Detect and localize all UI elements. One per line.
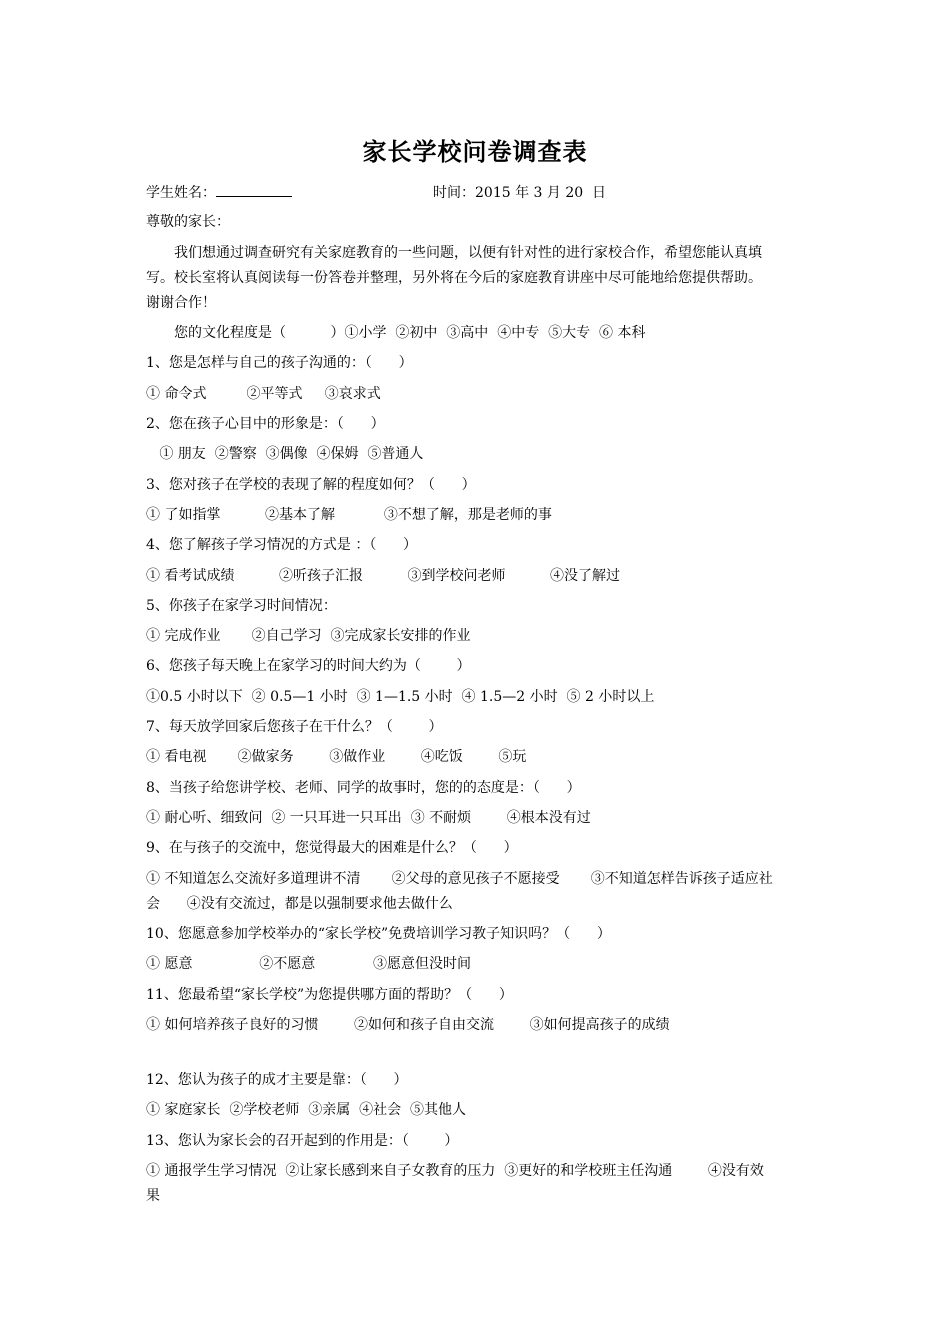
question-8-options: ① 耐心听、细致问 ② 一只耳进一只耳出 ③ 不耐烦 ④根本没有过 xyxy=(146,810,591,826)
question-9: 9、在与孩子的交流中，您觉得最大的困难是什么？（ ） xyxy=(146,840,518,856)
question-9-options-line-2: 会 ④没有交流过，都是以强制要求他去做什么 xyxy=(146,896,453,912)
question-7-options: ① 看电视 ②做家务 ③做作业 ④吃饭 ⑤玩 xyxy=(146,749,527,765)
question-8: 8、当孩子给您讲学校、老师、同学的故事时，您的的态度是：（ ） xyxy=(146,780,581,796)
question-1: 1、您是怎样与自己的孩子沟通的：（ ） xyxy=(146,355,413,371)
education-question: 您的文化程度是（ ）①小学 ②初中 ③高中 ④中专 ⑤大专 ⑥ 本科 xyxy=(174,325,646,341)
question-6-options: ①0.5 小时以下 ② 0.5—1 小时 ③ 1—1.5 小时 ④ 1.5—2 小时 ⑤ 2 小时以上 xyxy=(146,689,655,705)
question-10: 10、您愿意参加学校举办的“家长学校”免费培训学习教子知识吗？（ ） xyxy=(146,926,611,942)
question-4-options: ① 看考试成绩 ②听孩子汇报 ③到学校问老师 ④没了解过 xyxy=(146,568,620,584)
intro-line-2: 写。校长室将认真阅读每一份答卷并整理，另外将在今后的家庭教育讲座中尽可能地给您提供帮助。 xyxy=(146,270,762,286)
date-label: 时间：2015 年 3 月 20 日 xyxy=(433,185,607,201)
question-13: 13、您认为家长会的召开起到的作用是：（ ） xyxy=(146,1133,459,1149)
intro-line-3: 谢谢合作！ xyxy=(146,295,216,311)
question-9-options-line-1: ① 不知道怎么交流好多道理讲不清 ②父母的意见孩子不愿接受 ③不知道怎样告诉孩子适应社 xyxy=(146,871,773,887)
question-11-options: ① 如何培养孩子良好的习惯 ②如何和孩子自由交流 ③如何提高孩子的成绩 xyxy=(146,1017,670,1033)
student-name-blank[interactable] xyxy=(216,182,292,197)
question-7: 7、每天放学回家后您孩子在干什么？（ ） xyxy=(146,719,443,735)
question-13-options-line-1: ① 通报学生学习情况 ②让家长感到来自子女教育的压力 ③更好的和学校班主任沟通 ④没有效 xyxy=(146,1163,764,1179)
question-3-options: ① 了如指掌 ②基本了解 ③不想了解，那是老师的事 xyxy=(146,507,552,523)
question-11: 11、您最希望“家长学校”为您提供哪方面的帮助？（ ） xyxy=(146,987,513,1003)
question-4: 4、您了解孩子学习情况的方式是 ：（ ） xyxy=(146,537,418,553)
question-2: 2、您在孩子心目中的形象是：（ ） xyxy=(146,416,385,432)
intro-line-1: 我们想通过调查研究有关家庭教育的一些问题，以便有针对性的进行家校合作，希望您能认真填 xyxy=(174,245,762,261)
greeting: 尊敬的家长： xyxy=(146,214,230,230)
question-6: 6、您孩子每天晚上在家学习的时间大约为（ ） xyxy=(146,658,471,674)
page-title: 家长学校问卷调查表 xyxy=(362,138,588,166)
question-13-options-line-2: 果 xyxy=(146,1188,160,1204)
question-1-options: ① 命令式 ②平等式 ③哀求式 xyxy=(146,386,381,402)
question-2-options: ① 朋友 ②警察 ③偶像 ④保姆 ⑤普通人 xyxy=(146,446,424,462)
question-5: 5、你孩子在家学习时间情况： xyxy=(146,598,337,614)
question-12: 12、您认为孩子的成才主要是靠：（ ） xyxy=(146,1072,408,1088)
student-name-label: 学生姓名： xyxy=(146,185,216,201)
question-10-options: ① 愿意 ②不愿意 ③愿意但没时间 xyxy=(146,956,472,972)
question-3: 3、您对孩子在学校的表现了解的程度如何？（ ） xyxy=(146,477,476,493)
question-12-options: ① 家庭家长 ②学校老师 ③亲属 ④社会 ⑤其他人 xyxy=(146,1102,467,1118)
question-5-options: ① 完成作业 ②自己学习 ③完成家长安排的作业 xyxy=(146,628,471,644)
